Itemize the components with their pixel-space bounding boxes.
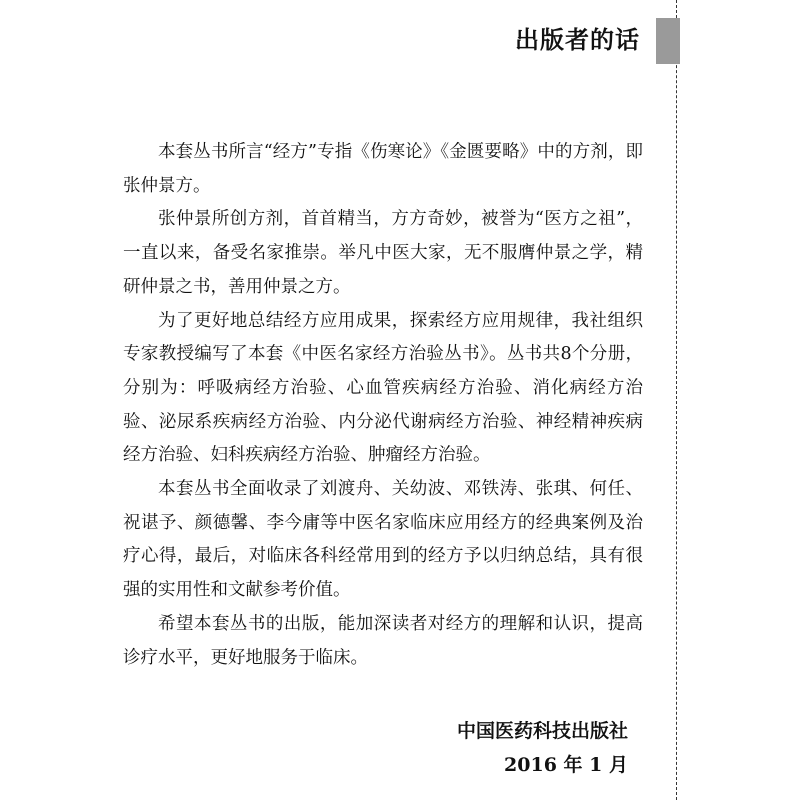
paragraph-3: 为了更好地总结经方应用成果，探索经方应用规律，我社组织专家教授编写了本套《中医名家经方治验丛书》。丛书共8个分册，分别为：呼吸病经方治验、心血管疾病经方治验、消化病经方治验、泌尿系疾病经方治验、内分泌代谢病经方治验、神经精神疾病经方治验、妇科疾病经方治验、肿瘤经方治验。 xyxy=(123,310,643,466)
publication-date: 2016 年 1 月 xyxy=(504,754,628,776)
preface-body xyxy=(123,136,643,675)
section-thumb-tab xyxy=(656,18,680,64)
page-title: 出版者的话 xyxy=(515,26,640,54)
paragraph-5: 希望本套丛书的出版，能加深读者对经方的理解和认识，提高诊疗水平，更好地服务于临床。 xyxy=(123,613,643,668)
paragraph-1: 本套丛书所言“经方”专指《伤寒论》《金匮要略》中的方剂，即张仲景方。 xyxy=(123,142,643,196)
paragraph-2: 张仲景所创方剂，首首精当，方方奇妙，被誉为“医方之祖”，一直以来，备受名家推崇。举凡中医大家，无不服膺仲景之学，精研仲景之书，善用仲景之方。 xyxy=(123,209,643,297)
page-edge-divider xyxy=(676,0,677,800)
publisher-name: 中国医药科技出版社 xyxy=(456,720,628,742)
paragraph-4: 本套丛书全面收录了刘渡舟、关幼波、邓铁涛、张琪、何任、祝谌予、颜德馨、李今庸等中医名家临床应用经方的经典案例及治疗心得，最后，对临床各科经常用到的经方予以归纳总结，具有很强的实用性和文献参考价值。 xyxy=(123,479,643,601)
